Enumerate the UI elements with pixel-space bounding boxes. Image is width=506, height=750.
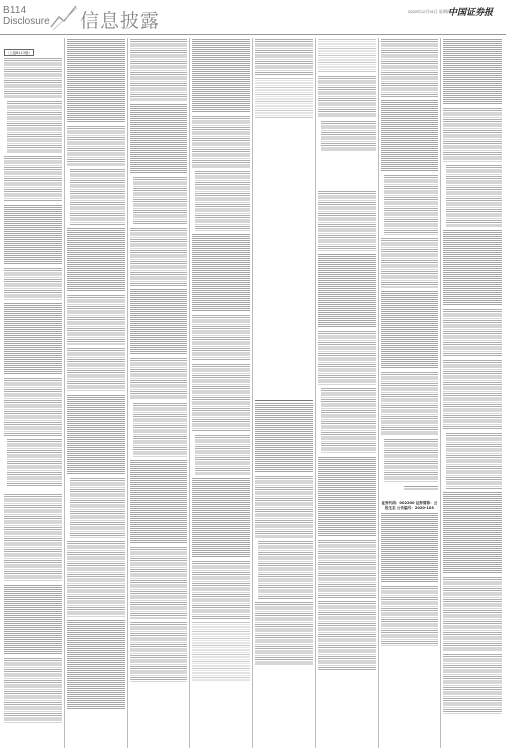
text-block <box>384 175 439 235</box>
text-block <box>381 291 439 369</box>
text-block <box>67 295 125 345</box>
text-block <box>4 585 62 655</box>
text-block <box>318 254 376 328</box>
text-block <box>318 39 376 73</box>
text-column-1 <box>2 38 65 748</box>
text-block <box>4 268 62 300</box>
text-block <box>381 372 439 436</box>
text-block <box>446 433 502 489</box>
text-block <box>195 435 250 475</box>
text-block <box>318 540 376 598</box>
text-block <box>133 403 188 457</box>
header-divider <box>0 34 506 35</box>
text-column-3 <box>128 38 191 748</box>
text-column-2 <box>65 38 128 748</box>
text-block <box>67 39 125 123</box>
text-block <box>255 403 313 473</box>
text-block <box>258 541 313 599</box>
text-block <box>70 169 125 225</box>
text-column-6 <box>316 38 379 748</box>
text-block <box>443 108 502 162</box>
text-block <box>4 378 62 436</box>
text-block <box>381 513 439 583</box>
page-number: B114 <box>3 5 27 16</box>
text-block <box>443 654 502 714</box>
text-block <box>255 39 313 75</box>
text-block <box>4 205 62 265</box>
text-block <box>443 39 502 105</box>
text-block <box>192 39 250 113</box>
text-block <box>4 494 62 582</box>
continuation-tag: （上接B113版） <box>6 51 32 55</box>
notice-title: 证券代码：002200 证券简称：云投生态 公告编号：2020-103 <box>381 501 438 510</box>
text-block <box>192 116 250 168</box>
text-block <box>67 395 125 475</box>
text-block <box>255 78 313 118</box>
text-block <box>70 478 125 538</box>
text-block <box>318 76 376 118</box>
text-column-8 <box>441 38 504 748</box>
text-block <box>381 238 439 288</box>
text-block <box>130 460 188 544</box>
newspaper-logo: 中国证券报 <box>448 8 494 18</box>
text-block <box>318 601 376 671</box>
text-block <box>443 360 502 430</box>
text-block <box>130 358 188 400</box>
text-block <box>195 171 250 231</box>
issue-date: 2020年12月31日 星期四 <box>408 9 451 14</box>
text-block <box>67 541 125 617</box>
text-block <box>4 156 62 202</box>
text-block <box>4 658 62 724</box>
text-block <box>255 476 313 538</box>
text-block <box>4 303 62 375</box>
text-block <box>130 547 188 619</box>
text-column-4 <box>190 38 253 748</box>
text-block <box>318 331 376 385</box>
text-block <box>321 388 376 454</box>
text-block <box>381 586 439 646</box>
section-name-english: Disclosure <box>3 16 50 27</box>
text-column-5 <box>253 38 316 748</box>
text-block <box>192 364 250 432</box>
section-name-chinese: 信息披露 <box>80 10 161 32</box>
text-block <box>192 622 250 682</box>
text-column-7 <box>379 38 442 748</box>
text-block <box>7 439 62 487</box>
text-block <box>130 289 188 355</box>
text-block <box>67 620 125 710</box>
text-block <box>67 228 125 292</box>
text-block <box>192 561 250 619</box>
section-slash-icon <box>50 3 78 31</box>
divider <box>255 400 313 401</box>
text-block <box>384 439 439 483</box>
text-block <box>255 602 313 666</box>
page-header <box>0 0 506 34</box>
text-block <box>130 228 188 286</box>
text-block <box>130 39 188 101</box>
text-block <box>321 121 376 151</box>
text-block <box>130 622 188 682</box>
text-block <box>443 230 502 306</box>
text-block <box>192 234 250 312</box>
text-block <box>446 165 502 227</box>
text-block <box>381 100 439 172</box>
text-block <box>443 309 502 357</box>
text-block <box>192 478 250 558</box>
text-block <box>381 39 439 97</box>
text-block <box>443 492 502 574</box>
text-block <box>4 58 62 98</box>
text-block <box>67 126 125 166</box>
article-columns <box>2 38 504 748</box>
text-block <box>130 104 188 174</box>
text-block <box>443 577 502 651</box>
text-block <box>318 457 376 537</box>
text-block <box>67 348 125 392</box>
text-block <box>7 101 62 153</box>
text-block <box>192 315 250 361</box>
text-block <box>133 177 188 225</box>
text-block <box>318 191 376 251</box>
